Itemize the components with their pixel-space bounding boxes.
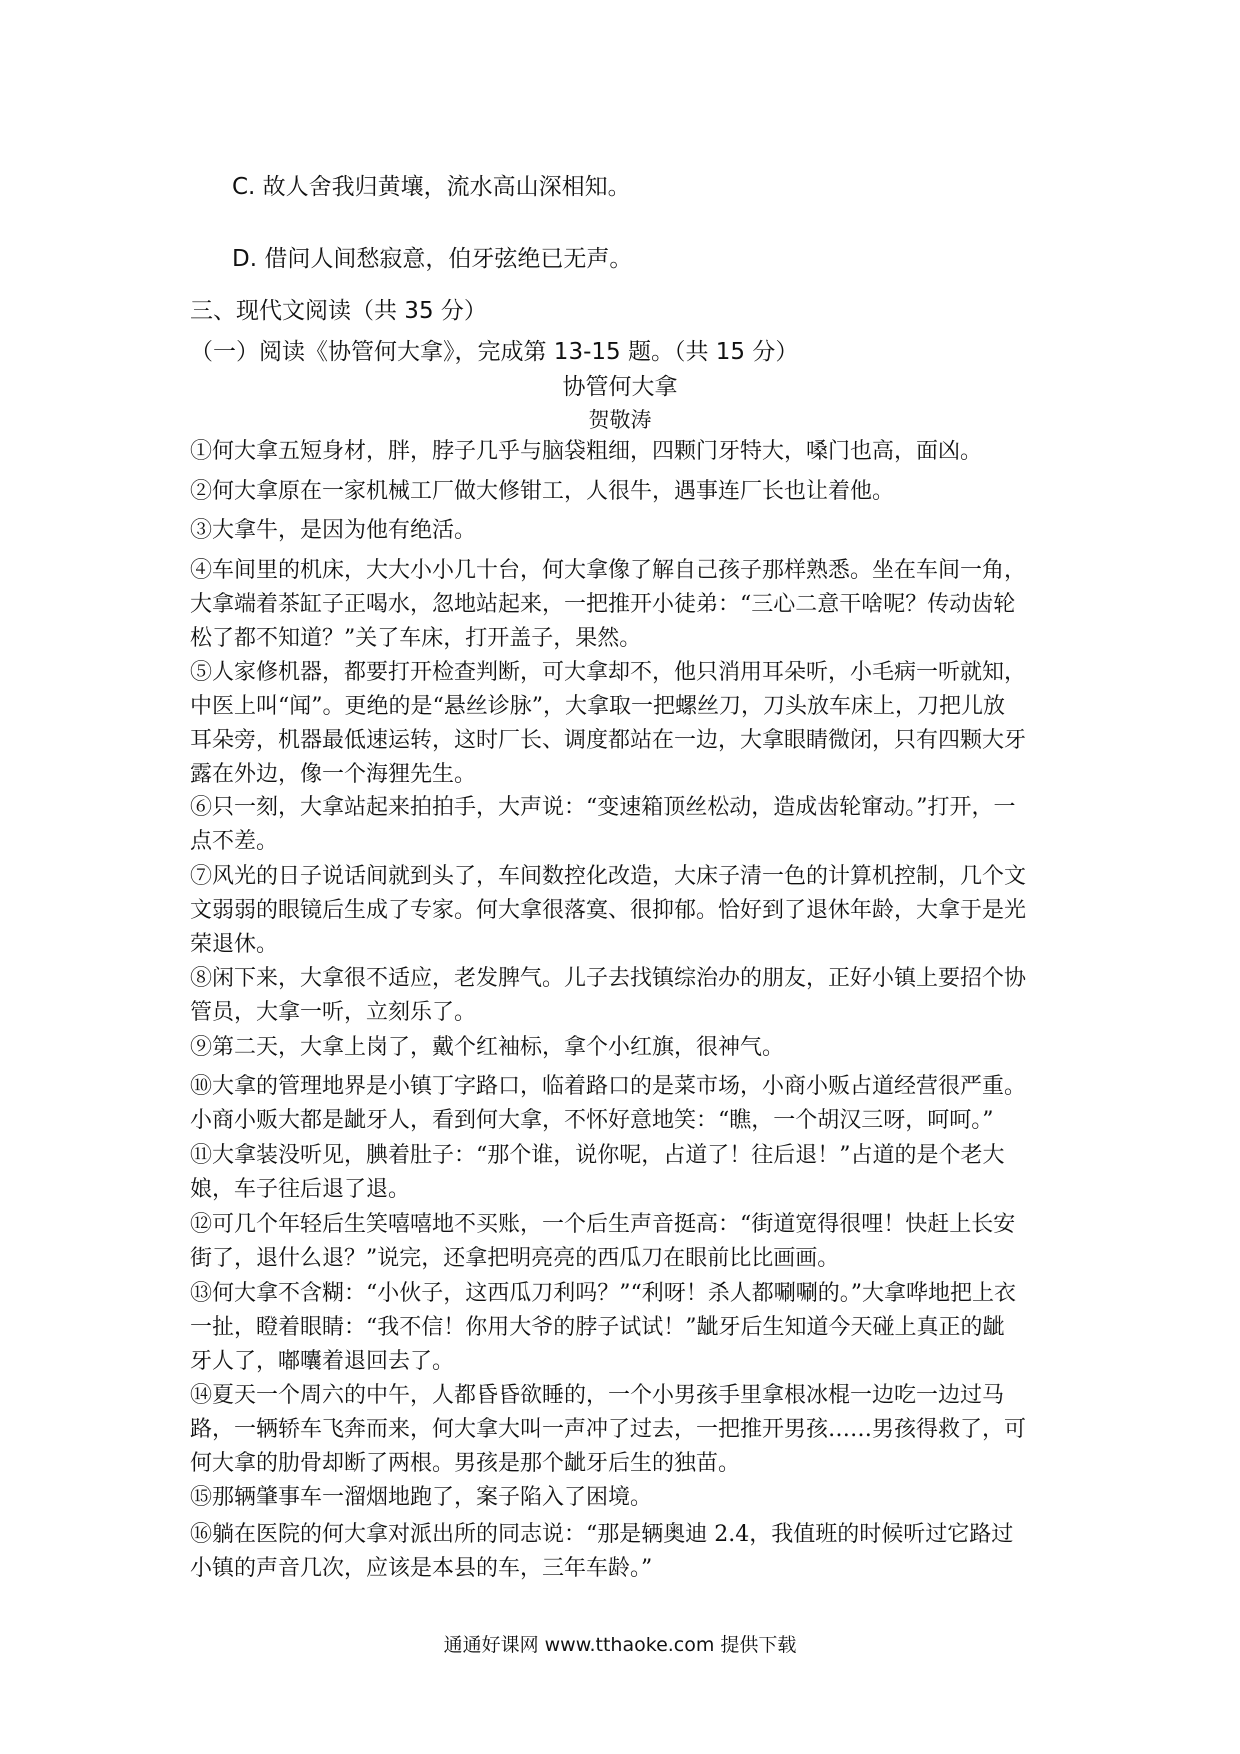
paragraph-12: ⑫可几个年轻后生笑嘻嘻地不买账，一个后生声音挺高：“街道宽得很哩！快赶上长安街了，退什么退？”说完，还拿把明亮亮的西瓜刀在眼前比比画画。 (190, 1212, 1016, 1271)
paragraph-15: ⑮那辆肇事车一溜烟地跑了，案子陷入了困境。 (190, 1485, 653, 1510)
question-instruction: （一）阅读《协管何大拿》，完成第 13-15 题。（共 15 分） (190, 339, 799, 365)
paragraph-1: ①何大拿五短身材，胖，脖子几乎与脑袋粗细，四颗门牙特大，嗓门也高，面凶。 (190, 439, 983, 464)
paragraph-16: ⑯躺在医院的何大拿对派出所的同志说：“那是辆奥迪 2.4，我值班的时候听过它路过小镇的声音几次，应该是本县的车，三年车龄。” (190, 1522, 1014, 1581)
paragraph-6: ⑥只一刻，大拿站起来拍拍手，大声说：“变速箱顶丝松动，造成齿轮窜动。”打开，一点不差。 (190, 795, 1016, 854)
paragraph-8: ⑧闲下来，大拿很不适应，老发脾气。儿子去找镇综治办的朋友，正好小镇上要招个协管员，大拿一听，立刻乐了。 (190, 966, 1027, 1025)
paragraph-3: ③大拿牛，是因为他有绝活。 (190, 518, 477, 543)
paragraph-5: ⑤人家修机器，都要打开检查判断，可大拿却不，他只消用耳朵听，小毛病一听就知，中医上叫“闻”。更绝的是“悬丝诊脉”，大拿取一把螺丝刀，刀头放车床上，刀把儿放耳朵旁，机器最低速运转，这时厂长、调度都站在一边，大拿眼睛微闭，只有四颗大牙露在外边，像一个海狸先生。 (190, 660, 1027, 787)
paragraph-2: ②何大拿原在一家机械工厂做大修钳工，人很牛，遇事连厂长也让着他。 (190, 479, 895, 504)
article-title: 协管何大拿 (562, 374, 678, 400)
article-author: 贺敬涛 (588, 408, 652, 432)
section-heading: 三、现代文阅读（共 35 分） (190, 298, 487, 324)
paragraph-11: ⑪大拿装没听见，腆着肚子：“那个谁，说你呢，占道了！往后退！”占道的是个老大娘，车子往后退了退。 (190, 1143, 1005, 1202)
option-d: D. 借问人间愁寂意，伯牙弦绝已无声。 (232, 246, 633, 272)
paragraph-10: ⑩大拿的管理地界是小镇丁字路口，临着路口的是菜市场，小商小贩占道经营很严重。小商小贩大都是龇牙人，看到何大拿，不怀好意地笑：“瞧，一个胡汉三呀，呵呵。” (190, 1074, 1027, 1133)
paragraph-14: ⑭夏天一个周六的中午，人都昏昏欲睡的，一个小男孩手里拿根冰棍一边吃一边过马路，一辆轿车飞奔而来，何大拿大叫一声冲了过去，一把推开男孩……男孩得救了，可何大拿的肋骨却断了两根。男孩是那个龇牙后生的独苗。 (190, 1383, 1027, 1476)
paragraph-9: ⑨第二天，大拿上岗了，戴个红袖标，拿个小红旗，很神气。 (190, 1035, 785, 1060)
page-footer: 通通好课网 www.tthaoke.com 提供下载 (443, 1634, 797, 1656)
paragraph-7: ⑦风光的日子说话间就到头了，车间数控化改造，大床子清一色的计算机控制，几个文文弱弱的眼镜后生成了专家。何大拿很落寞、很抑郁。恰好到了退休年龄，大拿于是光荣退休。 (190, 864, 1027, 957)
paragraph-4: ④车间里的机床，大大小小几十台，何大拿像了解自己孩子那样熟悉。坐在车间一角，大拿端着茶缸子正喝水，忽地站起来，一把推开小徒弟：“三心二意干啥呢？传动齿轮松了都不知道？”关了车床，打开盖子，果然。 (190, 558, 1027, 651)
paragraph-13: ⑬何大拿不含糊：“小伙子，这西瓜刀利吗？”“利呀！杀人都唰唰的。”大拿哗地把上衣一扯，瞪着眼睛：“我不信！你用大爷的脖子试试！”龇牙后生知道今天碰上真正的龇牙人了，嘟囔着退回去了。 (190, 1281, 1016, 1374)
option-c: C. 故人舍我归黄壤，流水高山深相知。 (232, 174, 631, 200)
